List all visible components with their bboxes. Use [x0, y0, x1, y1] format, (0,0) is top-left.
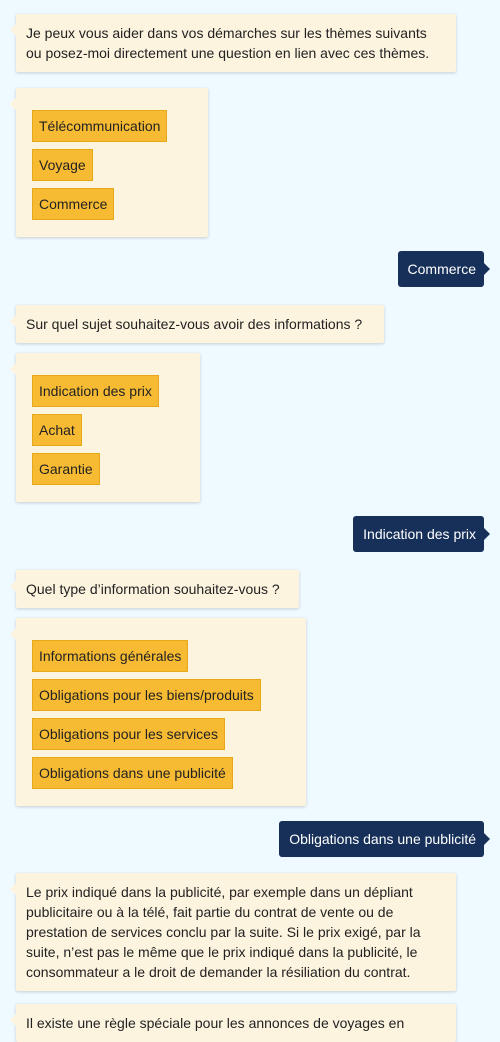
- bot-message-answer: [16, 873, 456, 991]
- bot-message-text: Je peux vous aider dans vos démarches sur les thèmes suivants ou posez-moi directement une question en lien avec ces thèmes.: [26, 25, 430, 61]
- bot-message-text: Quel type d’information souhaitez-vous ?: [26, 581, 280, 597]
- bot-message-subject: [16, 305, 384, 343]
- option-obligations-services[interactable]: Obligations pour les services: [32, 718, 225, 750]
- user-message-obligations-publicite: Obligations dans une publicité: [279, 821, 484, 857]
- option-indication-des-prix[interactable]: Indication des prix: [32, 375, 159, 407]
- info-type-options-card: [16, 618, 306, 806]
- option-garantie[interactable]: Garantie: [32, 453, 100, 485]
- bot-message-text: Il existe une règle spéciale pour les annonces de voyages en: [26, 1015, 405, 1031]
- bot-message-text: Le prix indiqué dans la publicité, par exemple dans un dépliant publicitaire ou à la télé, fait partie du contrat de vente ou de prestation de services conclu par la suite. Si le prix exigé, par la suite, n’est pas le même que le prix indiqué dans la publicité, le consommateur a le droit de demander la résiliation du contrat.: [26, 884, 421, 980]
- option-commerce[interactable]: Commerce: [32, 188, 114, 220]
- bot-message-answer-next: [16, 1004, 456, 1042]
- subject-options-card: [16, 353, 200, 502]
- user-message-indication-des-prix: Indication des prix: [353, 516, 484, 552]
- theme-options-card: [16, 88, 208, 237]
- option-obligations-publicite[interactable]: Obligations dans une publicité: [32, 757, 233, 789]
- user-message-commerce: Commerce: [398, 251, 484, 287]
- option-voyage[interactable]: Voyage: [32, 149, 93, 181]
- bot-message-text: Sur quel sujet souhaitez-vous avoir des informations ?: [26, 316, 363, 332]
- bot-message-info-type: [16, 570, 299, 608]
- bot-message-intro: [16, 14, 456, 72]
- option-achat[interactable]: Achat: [32, 414, 82, 446]
- option-informations-generales[interactable]: Informations générales: [32, 640, 188, 672]
- option-obligations-biens-produits[interactable]: Obligations pour les biens/produits: [32, 679, 261, 711]
- option-telecommunication[interactable]: Télécommunication: [32, 110, 167, 142]
